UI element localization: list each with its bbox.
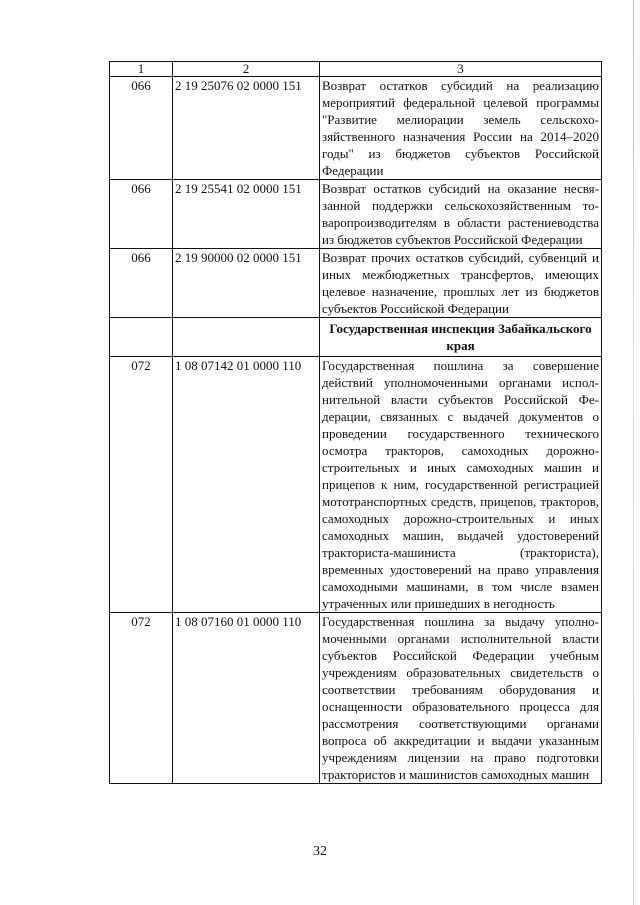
section-empty-cell: [173, 318, 320, 357]
admin-code-cell: 066: [110, 77, 173, 180]
description-cell: Возврат прочих остатков субсидий, субвенций и иных межбюджетных трансфертов, имеющих целевое назначение, прошлых лет из бюджетов субъектов Российской Федерации: [320, 249, 602, 318]
revenue-codes-table: [109, 61, 602, 784]
table-row: [110, 77, 602, 180]
admin-code-cell: 072: [110, 357, 173, 613]
page-edge-shadow: [633, 0, 634, 905]
table-row: [110, 613, 602, 784]
admin-code-cell: 072: [110, 613, 173, 784]
section-title: Государственная инспекция Забайкальского края: [320, 318, 602, 357]
header-col-1: 1: [110, 62, 173, 77]
budget-code-cell: 2 19 25076 02 0000 151: [173, 77, 320, 180]
header-col-2: 2: [173, 62, 320, 77]
description-cell: Возврат остатков субсидий на оказание несвязанной поддержки сельскохозяйственным товаропроизводителям в области растениеводства из бюджетов субъектов Российской Федерации: [320, 180, 602, 249]
section-empty-cell: [110, 318, 173, 357]
table-row: [110, 357, 602, 613]
header-col-3: 3: [320, 62, 602, 77]
description-cell: Государственная пошлина за совершение действий уполномоченными органами исполнительной власти субъектов Российской Федерации, связанных с выдачей документов о проведении государственного технического осмотра тракторов, самоходных дорожно-строительных и иных самоходных машин и прицепов к ним, государственной регистрацией мототранспортных средств, прицепов, тракторов, самоходных дорожно-строительных и иных самоходных машин, выдачей удостоверений тракториста-машиниста (тракториста), временных удостоверений на право управления самоходными машинами, в том числе взамен утраченных или пришедших в негодность: [320, 357, 602, 613]
budget-code-cell: 2 19 25541 02 0000 151: [173, 180, 320, 249]
section-header-row: [110, 318, 602, 357]
description-cell: Государственная пошлина за выдачу уполномоченными органами исполнительной власти субъектов Российской Федерации учебным учреждениям образовательных свидетельств о соответствии требованиям оборудования и оснащенности образовательного процесса для рассмотрения соответствующими органами вопроса об аккредитации и выдачи указанным учреждениям лицензии на право подготовки трактористов и машинистов самоходных машин: [320, 613, 602, 784]
admin-code-cell: 066: [110, 180, 173, 249]
table-header-row: [110, 62, 602, 77]
budget-code-cell: 1 08 07142 01 0000 110: [173, 357, 320, 613]
description-cell: Возврат остатков субсидий на реализацию мероприятий федеральной целевой программы "Развитие мелиорации земель сельскохозяйственного назначения России на 2014–2020 годы" из бюджетов субъектов Российской Федерации: [320, 77, 602, 180]
page-number: 32: [313, 844, 327, 859]
budget-code-cell: 1 08 07160 01 0000 110: [173, 613, 320, 784]
budget-code-cell: 2 19 90000 02 0000 151: [173, 249, 320, 318]
table-row: [110, 180, 602, 249]
table-row: [110, 249, 602, 318]
admin-code-cell: 066: [110, 249, 173, 318]
